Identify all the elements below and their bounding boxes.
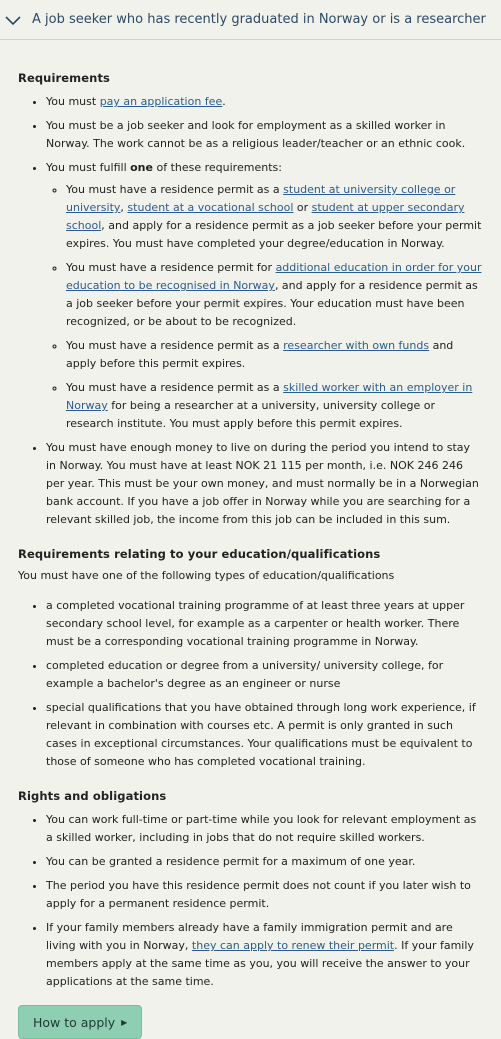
list-item: • If your family members already have a family immigration permit and are living with you in Norway, they can apply to renew their permit. If your family members apply at the same time as you, you will receive the answer to your applications at the same time. — [46, 919, 483, 991]
list-item: • You must be a job seeker and look for employment as a skilled worker in Norway. The work cannot be as a religious leader/teacher or an ethnic cook. — [46, 117, 483, 153]
list-item: • You must have enough money to live on during the period you intend to stay in Norway. You must have at least NOK 21 115 per month, i.e. NOK 246 246 per year. This must be your own money, and must normally be in a Norwegian bank account. If you have a job offer in Norway while you are searching for a relevant skilled job, the income from this job can be included in this sum. — [46, 439, 483, 529]
list-item: • You must pay an application fee. — [46, 93, 483, 111]
skilled-worker-link[interactable]: skilled worker with an employer in Norway — [66, 381, 473, 412]
list-item: • You must fulfill one of these requirements: ◦ You must have a residence permit as a student at university college or university, student at a vocational school or student at upper secondary school, and apply for a residence permit as a job seeker before your permit expires. You must have completed your degree/education in Norway. ◦ You must have a residence permit for additional education in order for your education to be recognised in Norway, and apply for a residence permit as a job seeker before your permit expires. Your education must have been recognized, or be about to be recognized. ◦ You must have a residence permit as a researcher with own funds and apply before this permit expires. ◦ You must have a residence permit as a skilled worker with an employer in Norway for being a researcher at a university, university college or research institute. You must apply before this permit expires. — [46, 159, 483, 433]
list-item: ◦ You must have a residence permit as a skilled worker with an employer in Norway for being a researcher at a university, university college or research institute. You must apply before this permit expires. — [66, 379, 483, 433]
chevron-down-icon — [2, 10, 24, 30]
list-item: • You can be granted a residence permit for a maximum of one year. — [46, 853, 483, 871]
researcher-own-funds-link[interactable]: researcher with own funds — [283, 339, 430, 352]
requirements-list — [46, 93, 483, 529]
education-lead: You must have one of the following types of education/qualifications — [18, 569, 395, 582]
accordion-title: A job seeker who has recently graduated in Norway or is a researcher — [32, 11, 486, 27]
how-to-apply-label: How to apply — [33, 1014, 116, 1030]
rights-heading: Rights and obligations — [18, 789, 167, 803]
list-item: • You can work full-time or part-time while you look for relevant employment as a skilled worker, including in jobs that do not require skilled workers. — [46, 811, 483, 847]
education-list — [46, 597, 483, 771]
list-item: ◦ You must have a residence permit for additional education in order for your education to be recognised in Norway, and apply for a residence permit as a job seeker before your permit expires. Your education must have been recognized, or be about to be recognized. — [66, 259, 483, 331]
caret-right-icon: ▶ — [121, 1017, 128, 1027]
apply-button-wrap — [18, 1005, 483, 1039]
list-item: • The period you have this residence permit does not count if you later wish to apply for a permanent residence permit. — [46, 877, 483, 913]
accordion-panel — [4, 69, 497, 1039]
education-heading: Requirements relating to your education/qualifications — [18, 547, 381, 561]
student-university-link[interactable]: student at university college or university — [66, 183, 456, 214]
requirements-heading: Requirements — [18, 71, 110, 85]
renew-permit-link[interactable]: they can apply to renew their permit — [191, 939, 395, 952]
rights-section — [18, 787, 483, 991]
student-vocational-link[interactable]: student at a vocational school — [127, 201, 294, 214]
list-item: • special qualifications that you have obtained through long work experience, if relevant in combination with courses etc. A permit is only granted in such cases in exceptional circumstances. Your qualifications must be equivalent to those of someone who has completed vocational training. — [46, 699, 483, 771]
application-fee-link[interactable]: pay an application fee — [99, 95, 223, 108]
how-to-apply-button[interactable] — [18, 1005, 142, 1039]
list-item: ◦ You must have a residence permit as a researcher with own funds and apply before this permit expires. — [66, 337, 483, 373]
accordion-header[interactable] — [0, 0, 501, 40]
additional-education-link[interactable]: additional education in order for your education to be recognised in Norway — [66, 261, 482, 292]
sub-requirements-list — [66, 181, 483, 433]
education-section — [18, 545, 483, 771]
rights-list — [46, 811, 483, 991]
list-item: • a completed vocational training programme of at least three years at upper secondary school level, for example as a carpenter or health worker. There must be a corresponding vocational training programme in Norway. — [46, 597, 483, 651]
list-item: • completed education or degree from a university/ university college, for example a bachelor's degree as an engineer or nurse — [46, 657, 483, 693]
student-upper-secondary-link[interactable]: student at upper secondary school — [66, 201, 465, 232]
list-item: ◦ You must have a residence permit as a student at university college or university, student at a vocational school or student at upper secondary school, and apply for a residence permit as a job seeker before your permit expires. You must have completed your degree/education in Norway. — [66, 181, 483, 253]
